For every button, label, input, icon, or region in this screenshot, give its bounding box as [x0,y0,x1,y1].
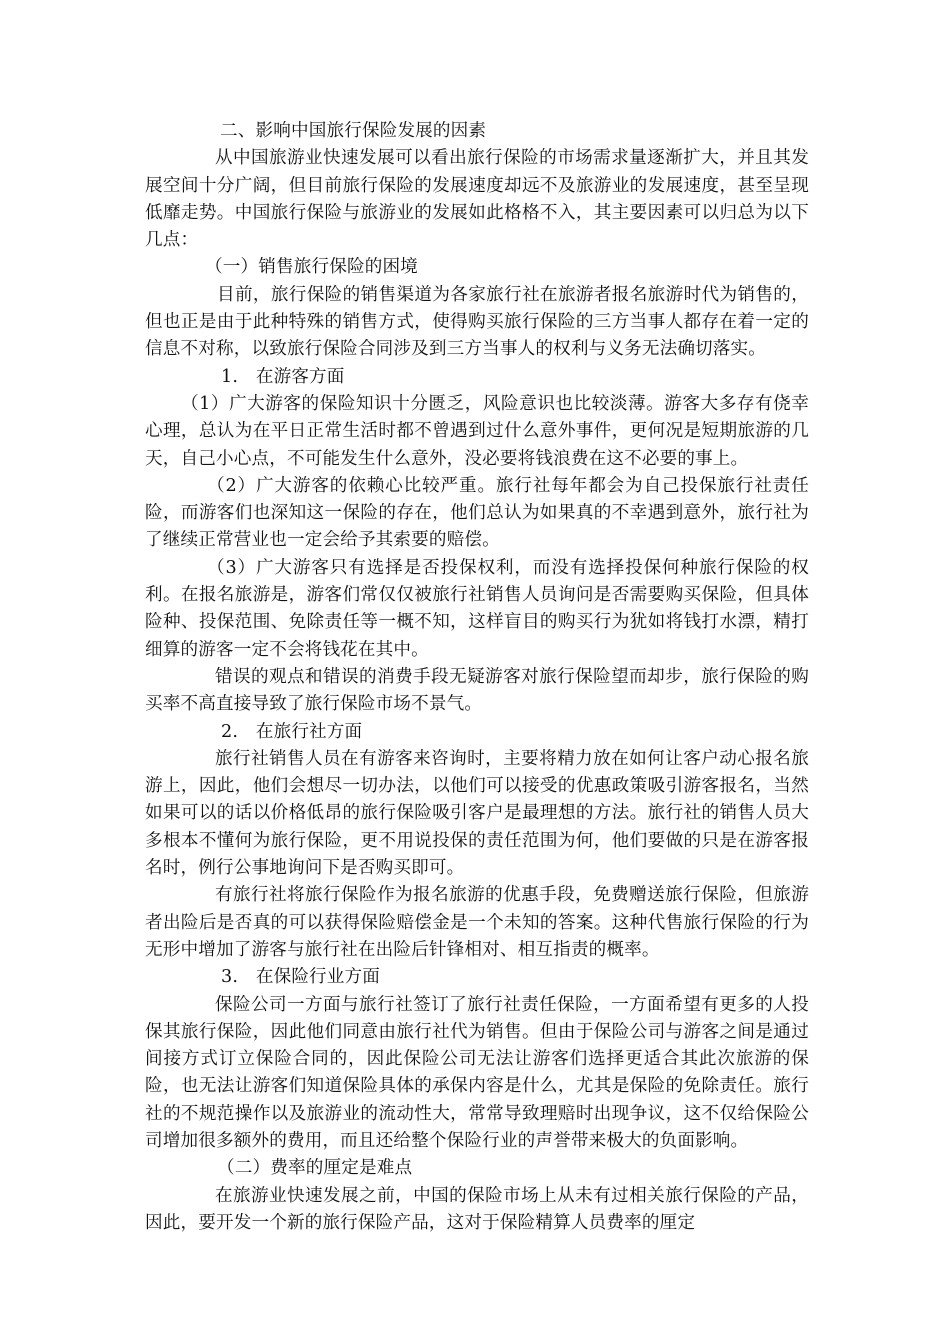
subsection1-paragraph-4: 错误的观点和错误的消费手段无疑游客对旅行保险望而却步，旅行保险的购买率不高直接导致了旅行保险市场不景气。 [145,666,809,715]
subsection1-heading: 1. 在游客方面 [221,366,345,387]
section1-heading: （一）销售旅行保险的困境 [205,257,418,278]
subsection2-heading: 2. 在旅行社方面 [221,721,363,742]
subsection1-paragraph-2: （2）广大游客的依赖心比较严重。旅行社每年都会为自己投保旅行社责任险，而游客们也深知这一保险的存在，他们总认为如果真的不幸遇到意外，旅行社为了继续正常营业也一定会给予其索要的赔偿。 [145,475,809,551]
section1-intro-paragraph: 目前，旅行保险的销售渠道为各家旅行社在旅游者报名旅游时代为销售的，但也正是由于此种特殊的销售方式，使得购买旅行保险的三方当事人都存在着一定的信息不对称，以致旅行保险合同涉及到三方当事人的权利与义务无法确切落实。 [145,284,809,360]
subsection1-paragraph-3: （3）广大游客只有选择是否投保权利，而没有选择投保何种旅行保险的权利。在报名旅游是，游客们常仅仅被旅行社销售人员询问是否需要购买保险，但具体险种、投保范围、免除责任等一概不知，这样盲目的购买行为犹如将钱打水漂，精打细算的游客一定不会将钱花在其中。 [145,557,809,660]
subsection2-paragraph-2: 有旅行社将旅行保险作为报名旅游的优惠手段，免费赠送旅行保险，但旅游者出险后是否真的可以获得保险赔偿金是一个未知的答案。这种代售旅行保险的行为无形中增加了游客与旅行社在出险后针锋相对、相互指责的概率。 [145,885,809,960]
section2-heading: （二）费率的厘定是难点 [217,1158,413,1179]
main-heading: 二、影响中国旅行保险发展的因素 [220,121,487,141]
subsection1-paragraph-1: （1）广大游客的保险知识十分匮乏，风险意识也比较淡薄。游客大多存有侥幸心理，总认为在平日正常生活时都不曾遇到过什么意外事件，更何况是短期旅游的几天，自己小心点，不可能发生什么意外，没必要将钱浪费在这不必要的事上。 [145,393,809,469]
document-body [145,118,809,1237]
subsection2-paragraph-1: 旅行社销售人员在有游客来咨询时，主要将精力放在如何让客户动心报名旅游上，因此，他们会想尽一切办法，以他们可以接受的优惠政策吸引游客报名，当然如果可以的话以价格低昂的旅行保险吸引客户是最理想的方法。旅行社的销售人员大多根本不懂何为旅行保险，更不用说投保的责任范围为何，他们要做的只是在游客报名时，例行公事地询问下是否购买即可。 [145,748,809,879]
section2-paragraph-1: 在旅游业快速发展之前，中国的保险市场上从未有过相关旅行保险的产品，因此，要开发一个新的旅行保险产品，这对于保险精算人员费率的厘定 [145,1185,809,1233]
intro-paragraph: 从中国旅游业快速发展可以看出旅行保险的市场需求量逐渐扩大，并且其发展空间十分广阔，但目前旅行保险的发展速度却远不及旅游业的发展速度，甚至呈现低靡走势。中国旅行保险与旅游业的发展如此格格不入，其主要因素可以归总为以下几点： [145,148,809,251]
subsection3-paragraph-1: 保险公司一方面与旅行社签订了旅行社责任保险，一方面希望有更多的人投保其旅行保险，因此他们同意由旅行社代为销售。但由于保险公司与游客之间是通过间接方式订立保险合同的，因此保险公司无法让游客们选择更适合其此次旅游的保险，也无法让游客们知道保险具体的承保内容是什么，尤其是保险的免除责任。旅行社的不规范操作以及旅游业的流动性大，常常导致理赔时出现争议，这不仅给保险公司增加很多额外的费用，而且还给整个保险行业的声誉带来极大的负面影响。 [145,994,809,1151]
subsection3-heading: 3. 在保险行业方面 [221,967,381,988]
